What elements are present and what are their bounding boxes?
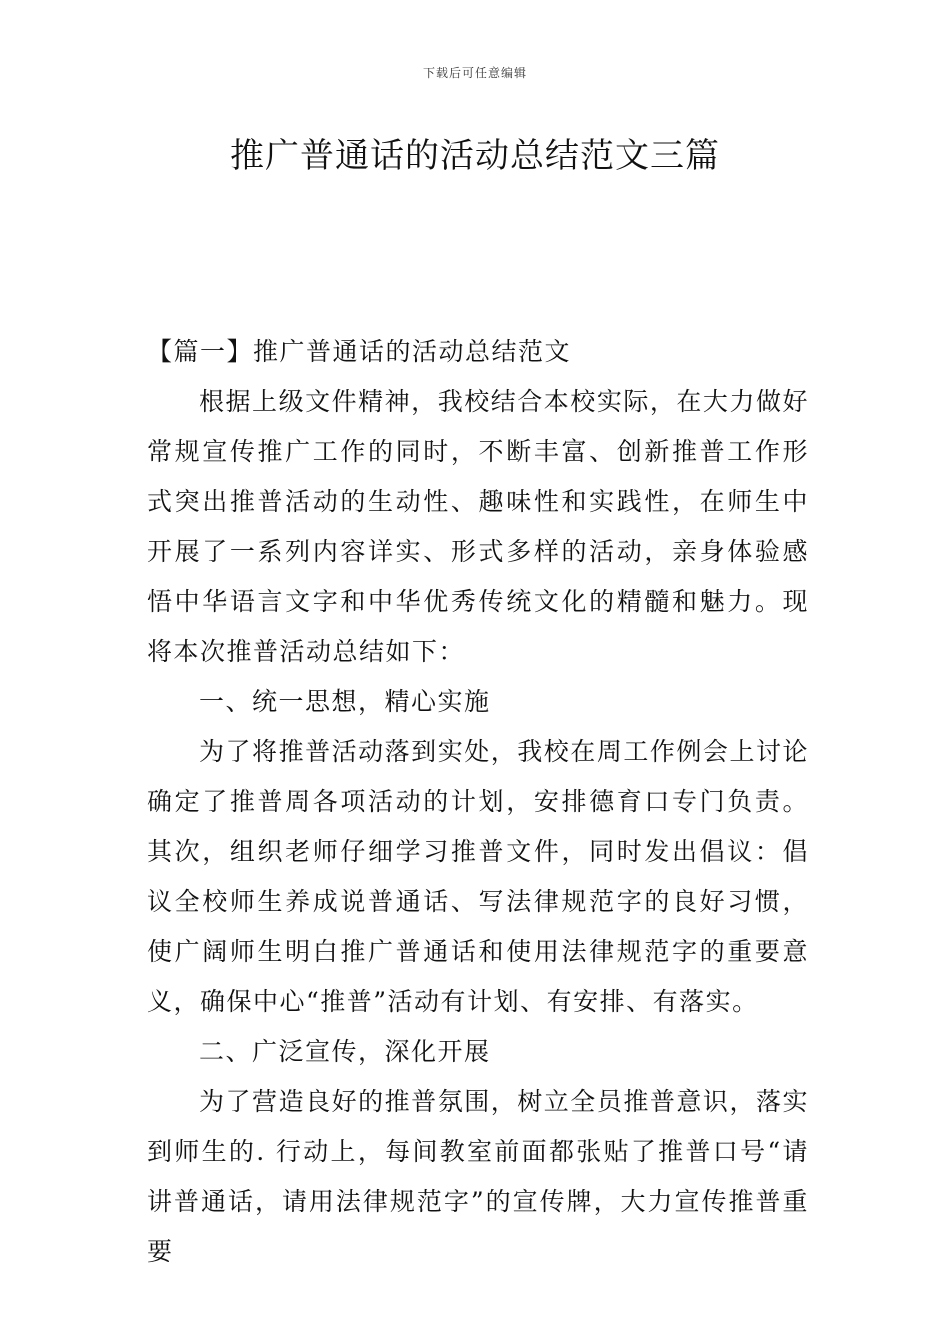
document-title: 推广普通话的活动总结范文三篇 (230, 136, 720, 176)
section-heading: 【篇一】推广普通话的活动总结范文 (147, 337, 572, 366)
subheading-1: 一、统一思想，精心实施 (199, 687, 491, 716)
paragraph-intro: 根据上级文件精神，我校结合本校实际，在大力做好常规宣传推广工作的同时，不断丰富、创新推普工作形式突出推普活动的生动性、趣味性和实践性，在师生中开展了一系列内容详实、形式多样的活动，亲身体验感悟中华语言文字和中华优秀传统文化的精髓和魅力。现将本次推普活动总结如下： (147, 387, 809, 666)
subheading-2: 二、广泛宣传，深化开展 (199, 1037, 491, 1066)
header-note: 下载后可任意编辑 (422, 66, 527, 80)
paragraph-2: 为了营造良好的推普氛围，树立全员推普意识，落实到师生的. 行动上，每间教室前面都张贴了推普口号“请讲普通话，请用法律规范字”的宣传牌，大力宣传推普重要 (147, 1087, 809, 1266)
paragraph-1: 为了将推普活动落到实处，我校在周工作例会上讨论确定了推普周各项活动的计划，安排德育口专门负责。其次，组织老师仔细学习推普文件，同时发出倡议：倡议全校师生养成说普通话、写法律规范字的良好习惯，使广阔师生明白推广普通话和使用法律规范字的重要意义，确保中心“推普”活动有计划、有安排、有落实。 (147, 737, 809, 1016)
document-body (147, 327, 809, 1277)
